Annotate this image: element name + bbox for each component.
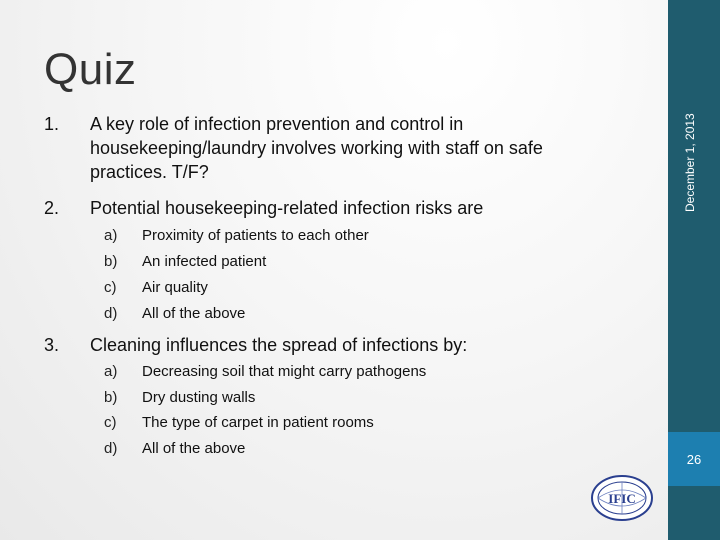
option-letter: b) bbox=[104, 389, 118, 406]
option-letter: c) bbox=[104, 414, 117, 431]
question-text: Potential housekeeping-related infection risks are bbox=[90, 198, 484, 218]
option-letter: a) bbox=[104, 363, 118, 380]
option-letter: c) bbox=[104, 279, 117, 296]
option-text: All of the above bbox=[142, 305, 246, 322]
option-text: Air quality bbox=[142, 279, 208, 296]
option-text: Proximity of patients to each other bbox=[142, 227, 369, 244]
option-text: Decreasing soil that might carry pathogens bbox=[142, 363, 427, 380]
question-text: A key role of infection prevention and control in housekeeping/laundry involves working with staff on safe practices. T/F? bbox=[90, 114, 543, 182]
option-text: The type of carpet in patient rooms bbox=[142, 414, 374, 431]
option-letter: a) bbox=[104, 227, 118, 244]
option-text: An infected patient bbox=[142, 253, 267, 270]
option-letter: b) bbox=[104, 253, 118, 270]
option-text: Dry dusting walls bbox=[142, 389, 256, 406]
ific-logo-icon bbox=[590, 474, 654, 522]
logo-text: IFIC bbox=[608, 491, 636, 506]
question-number: 2. bbox=[44, 198, 60, 218]
question-1 bbox=[44, 112, 614, 184]
question-text: Cleaning influences the spread of infections by: bbox=[90, 335, 468, 355]
option-letter: d) bbox=[104, 440, 118, 457]
question-number: 3. bbox=[44, 335, 60, 355]
option-text: All of the above bbox=[142, 440, 246, 457]
date-label: December 1, 2013 bbox=[683, 113, 697, 212]
sidebar bbox=[668, 0, 720, 540]
page-number bbox=[668, 432, 720, 486]
question-2 bbox=[44, 196, 614, 220]
slide-title: Quiz bbox=[44, 45, 137, 94]
page-number-text: 26 bbox=[686, 451, 702, 467]
question-3 bbox=[44, 333, 614, 357]
question-number: 1. bbox=[44, 114, 60, 134]
option-letter: d) bbox=[104, 305, 118, 322]
